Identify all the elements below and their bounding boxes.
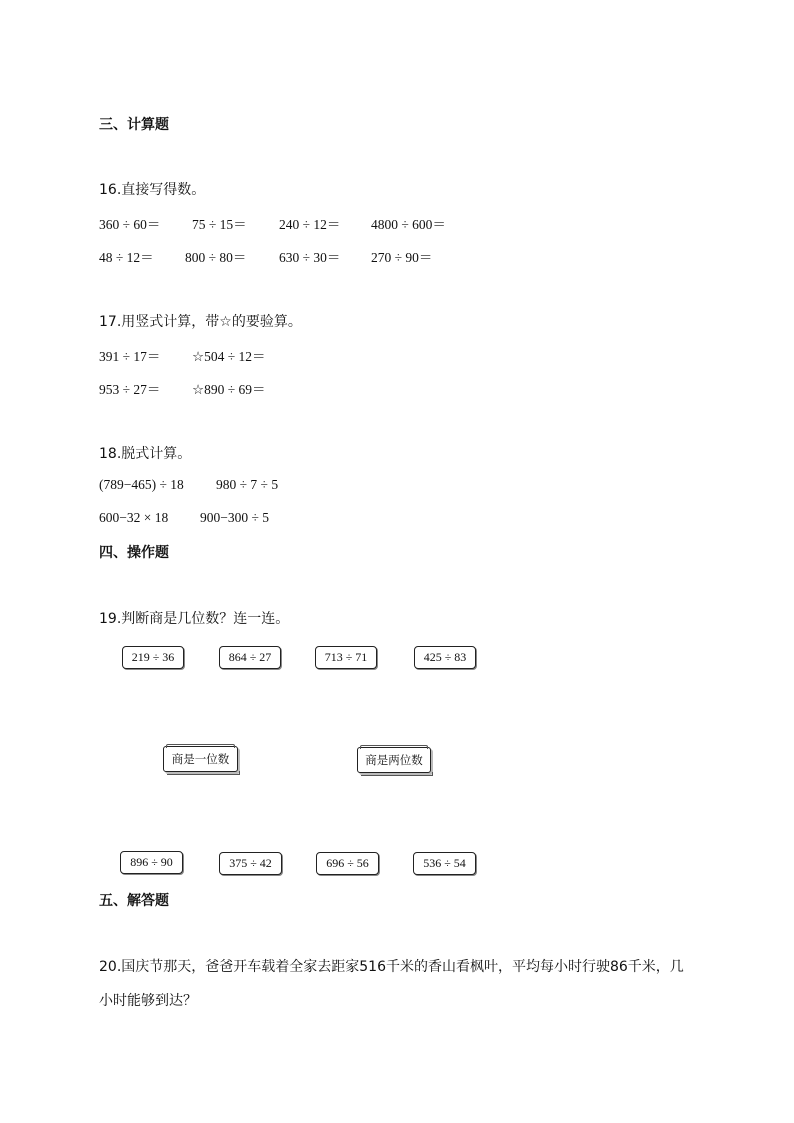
q16-expr: 360 ÷ 60＝ — [99, 217, 161, 232]
dividend-card[interactable]: 713 ÷ 71 — [315, 646, 377, 669]
q16-expr: 630 ÷ 30＝ — [279, 250, 341, 265]
q17-title: 17.用竖式计算，带☆的要验算。 — [99, 314, 302, 330]
q19-title: 19.判断商是几位数？连一连。 — [99, 611, 290, 627]
q16-expr: 800 ÷ 80＝ — [185, 250, 247, 265]
q16-expr: 270 ÷ 90＝ — [371, 250, 433, 265]
dividend-card[interactable]: 536 ÷ 54 — [413, 852, 476, 875]
dividend-card[interactable]: 896 ÷ 90 — [120, 851, 183, 874]
dividend-card[interactable]: 219 ÷ 36 — [122, 646, 184, 669]
q18-title: 18.脱式计算。 — [99, 446, 192, 462]
q17-expr: ☆890 ÷ 69＝ — [192, 382, 266, 397]
section-heading-operation: 四、操作题 — [99, 545, 169, 561]
q16-expr: 75 ÷ 15＝ — [192, 217, 247, 232]
section-heading-word-problems: 五、解答题 — [99, 893, 169, 909]
dividend-card[interactable]: 696 ÷ 56 — [316, 852, 379, 875]
dividend-card[interactable]: 425 ÷ 83 — [414, 646, 476, 669]
q17-expr: 953 ÷ 27＝ — [99, 382, 161, 397]
q18-expr: 900−300 ÷ 5 — [200, 510, 270, 525]
q16-expr: 4800 ÷ 600＝ — [371, 217, 446, 232]
answer-tag-two-digit[interactable]: 商是两位数 — [357, 747, 431, 773]
dividend-card[interactable]: 864 ÷ 27 — [219, 646, 281, 669]
dividend-card[interactable]: 375 ÷ 42 — [219, 852, 282, 875]
q18-expr: (789−465) ÷ 18 — [99, 477, 184, 492]
q16-expr: 240 ÷ 12＝ — [279, 217, 341, 232]
q20-line2: 小时能够到达？ — [99, 993, 197, 1009]
q18-expr: 600−32 × 18 — [99, 510, 169, 525]
q17-expr: ☆504 ÷ 12＝ — [192, 349, 266, 364]
q20-line1: 20.国庆节那天，爸爸开车载着全家去距家516千米的香山看枫叶，平均每小时行驶86千米，几 — [99, 959, 684, 975]
q18-expr: 980 ÷ 7 ÷ 5 — [216, 477, 279, 492]
q16-expr: 48 ÷ 12＝ — [99, 250, 154, 265]
q16-title: 16.直接写得数。 — [99, 182, 206, 198]
answer-tag-one-digit[interactable]: 商是一位数 — [163, 746, 238, 772]
section-heading-calculation: 三、计算题 — [99, 117, 169, 133]
q17-expr: 391 ÷ 17＝ — [99, 349, 161, 364]
